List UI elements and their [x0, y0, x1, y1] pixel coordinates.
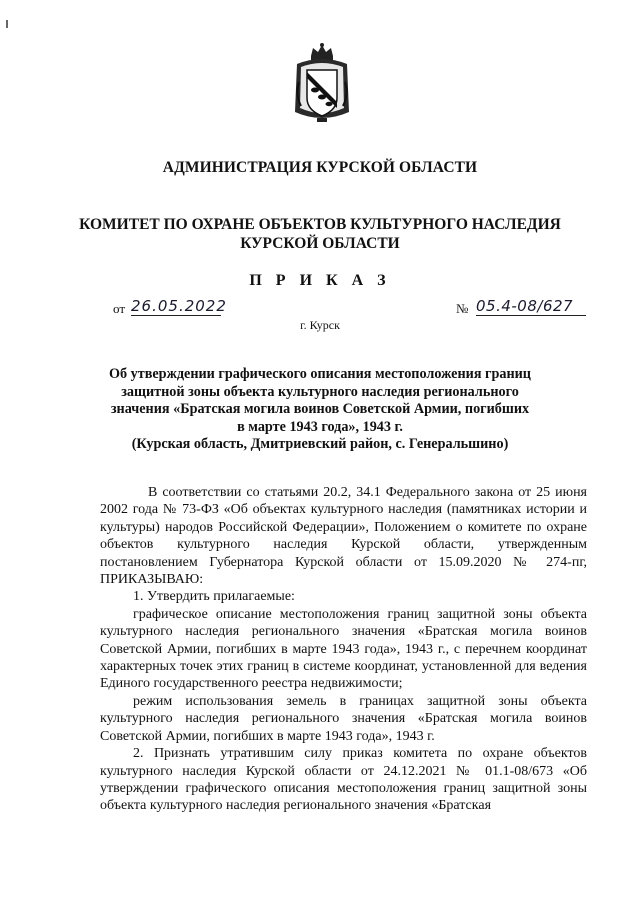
date-prefix: от — [113, 301, 126, 316]
title-line-2: защитной зоны объекта культурного наследия регионального — [121, 383, 519, 400]
title-line-4: в марте 1943 года», 1943 г. — [237, 418, 403, 435]
order-date: 26.05.2022 — [131, 297, 227, 315]
paragraph-item-2: 2. Признать утратившим силу приказ комитета по охране объектов культурного наследия Курской области от 24.12.2021 № 01.1-08/673 «Об утверждении графического описания местоположения границ защитной зоны объекта культурного наследия регионального значения «Братская — [100, 746, 587, 814]
title-line-1: Об утверждении графического описания местоположения границ — [108, 366, 531, 382]
order-title — [0, 366, 640, 454]
title-line-3: значения «Братская могила воинов Советской Армии, погибших — [110, 401, 530, 417]
title-line-5: (Курская область, Дмитриевский район, с. Генеральшино) — [131, 436, 509, 452]
committee-line-1: КОМИТЕТ ПО ОХРАНЕ ОБЪЕКТОВ КУЛЬТУРНОГО НАСЛЕДИЯ — [79, 216, 561, 233]
committee-line-2: КУРСКОЙ ОБЛАСТИ — [240, 235, 400, 252]
paragraph-graphic-description: графическое описание местоположения границ защитной зоны объекта культурного наследия регионального значения «Братская могила воинов Советской Армии, погибших в марте 1943 года», 1943 г., с перечнем координат характерных точек этих границ в системе координат, установленной для ведения Единого государственного реестра недвижимости; — [100, 606, 587, 692]
scan-mark — [6, 20, 8, 28]
paragraph-item-1: 1. Утвердить прилагаемые: — [133, 589, 295, 605]
order-body — [100, 484, 587, 815]
number-prefix: № — [456, 301, 469, 316]
paragraph-preamble: В соответствии со статьями 20.2, 34.1 Федерального закона от 25 июня 2002 года № 73-ФЗ «Об объектах культурного наследия (памятниках истории и культуры) народов Российской Федерации», Положением о комитете по охране объектов культурного наследия Курской области, утвержденным постановлением Губернатора Курской области от 15.09.2020 № 274-пг, ПРИКАЗЫВАЮ: — [100, 485, 587, 588]
order-number: 05.4-08/627 — [476, 298, 586, 316]
order-heading: П Р И К А З — [249, 272, 391, 289]
administration-heading: АДМИНИСТРАЦИЯ КУРСКОЙ ОБЛАСТИ — [162, 159, 478, 176]
kursk-coat-of-arms-icon — [291, 42, 353, 126]
committee-heading — [0, 215, 640, 253]
city-label: г. Курск — [300, 318, 340, 332]
paragraph-land-use-regime: режим использования земель в границах защитной зоны объекта культурного наследия регионального значения «Братская могила воинов Советской Армии, погибших в марте 1943 года», 1943 г. — [100, 693, 587, 744]
